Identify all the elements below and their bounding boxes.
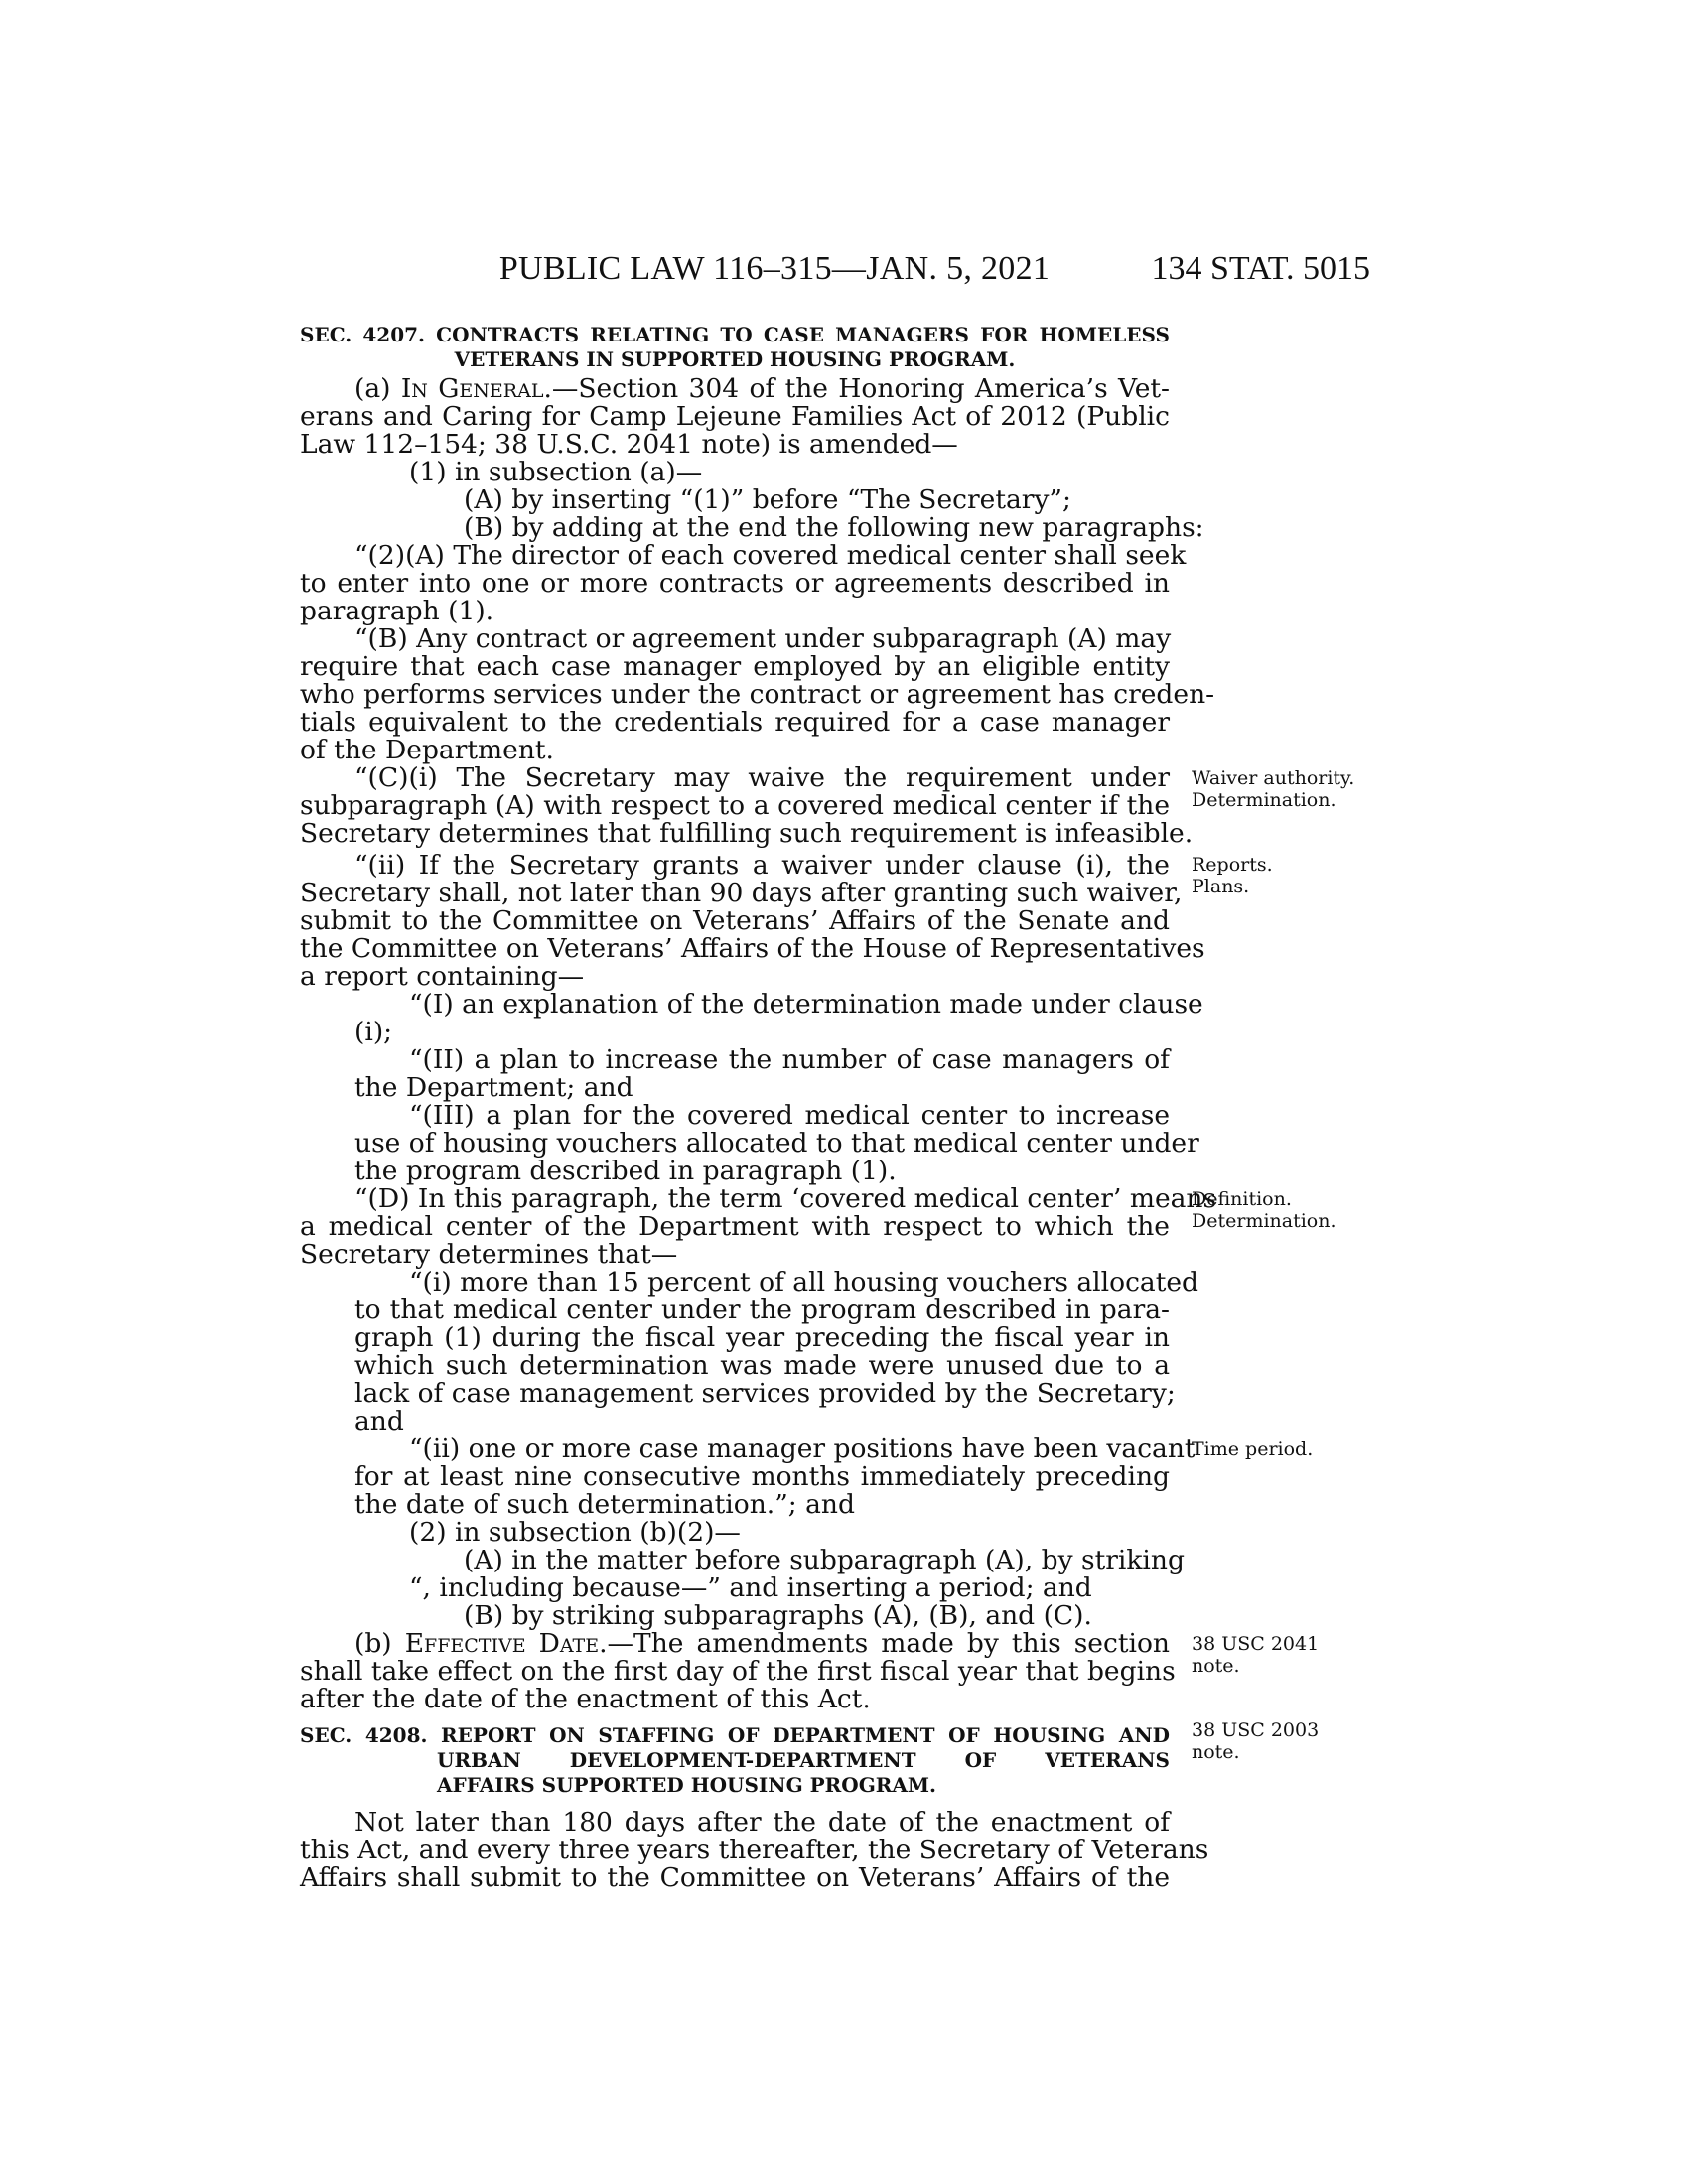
text-line: this Act, and every three years thereafter, the Secretary of Veterans: [300, 1835, 1209, 1865]
text-line: the program described in paragraph (1).: [354, 1156, 897, 1186]
subsection-b-line: [354, 1630, 1170, 1658]
text-line: shall take effect on the first day of the first fiscal year that begins: [300, 1656, 1176, 1687]
text-line: “(i) more than 15 percent of all housing vouchers allocated: [409, 1267, 1198, 1297]
margin-note-plans: Plans.: [1192, 876, 1250, 897]
text-line: (A) by inserting “(1)” before “The Secretary”;: [464, 484, 1071, 515]
text-line: the Department; and: [354, 1072, 633, 1103]
subsection-b-lead: (b): [354, 1628, 405, 1659]
text-line: of the Department.: [300, 735, 554, 765]
text-line: lack of case management services provided by the Secretary;: [354, 1378, 1176, 1409]
section-4208-heading-line-1: SEC. 4208. REPORT ON STAFFING OF DEPARTMENT OF HOUSING AND: [300, 1723, 1170, 1747]
text-line: tials equivalent to the credentials required for a case manager: [300, 707, 1170, 738]
text-line: and: [354, 1406, 404, 1436]
text-line: Law 112–154; 38 U.S.C. 2041 note) is amended—: [300, 429, 958, 460]
text-line: submit to the Committee on Veterans’ Affairs of the Senate and: [300, 905, 1170, 936]
text-line: after the date of the enactment of this Act.: [300, 1684, 871, 1714]
section-4207-heading-line-1: SEC. 4207. CONTRACTS RELATING TO CASE MANAGERS FOR HOMELESS: [300, 323, 1170, 346]
text-line: subparagraph (A) with respect to a covered medical center if the: [300, 790, 1170, 821]
text-line: who performs services under the contract or agreement has creden-: [300, 679, 1215, 710]
text-line: “(I) an explanation of the determination made under clause: [409, 989, 1203, 1020]
subsection-a-lead: (a): [354, 373, 401, 404]
text-line: the Committee on Veterans’ Affairs of the House of Representatives: [300, 933, 1205, 964]
text-line: (A) in the matter before subparagraph (A), by striking: [464, 1545, 1185, 1575]
text-line: require that each case manager employed by an eligible entity: [300, 651, 1170, 682]
text-line: Not later than 180 days after the date of the enactment of: [354, 1807, 1170, 1838]
text-line: “(ii) If the Secretary grants a waiver under clause (i), the: [354, 850, 1170, 881]
text-line: erans and Caring for Camp Lejeune Families Act of 2012 (Public: [300, 401, 1170, 432]
subsection-b-caption: Effective Date: [404, 1628, 600, 1659]
text-line: a report containing—: [300, 961, 585, 992]
margin-note-usc-2041: 38 USC 2041: [1192, 1633, 1320, 1655]
text-line: to enter into one or more contracts or agreements described in: [300, 568, 1170, 599]
margin-note-usc-2003: 38 USC 2003: [1192, 1719, 1320, 1741]
text-line: (B) by adding at the end the following new paragraphs:: [464, 512, 1204, 543]
text-line: (2) in subsection (b)(2)—: [409, 1517, 741, 1548]
text-line: to that medical center under the program described in para-: [354, 1295, 1170, 1325]
text-line: “(II) a plan to increase the number of case managers of: [409, 1044, 1170, 1075]
subsection-a-caption: In General: [400, 373, 544, 404]
margin-note-reports: Reports.: [1192, 854, 1273, 876]
subsection-a-line: [354, 375, 1170, 403]
section-4208-heading-line-3: AFFAIRS SUPPORTED HOUSING PROGRAM.: [437, 1773, 937, 1797]
subsection-b-tail: .—The amendments made by this section: [599, 1628, 1170, 1659]
text-line: (B) by striking subparagraphs (A), (B), and (C).: [464, 1600, 1092, 1631]
text-line: “(III) a plan for the covered medical center to increase: [409, 1100, 1170, 1131]
margin-note-usc-2041-note: note.: [1192, 1655, 1240, 1677]
text-line: Secretary determines that—: [300, 1239, 678, 1270]
text-line: Secretary shall, not later than 90 days after granting such waiver,: [300, 878, 1183, 908]
section-4208-heading-line-2: URBAN DEVELOPMENT-DEPARTMENT OF VETERANS: [437, 1748, 1170, 1772]
margin-note-time-period: Time period.: [1192, 1438, 1314, 1460]
text-line: “(C)(i) The Secretary may waive the requirement under: [354, 762, 1170, 793]
margin-note-usc-2003-note: note.: [1192, 1741, 1240, 1763]
text-line: Secretary determines that fulfilling such requirement is infeasible.: [300, 818, 1194, 849]
text-line: a medical center of the Department with respect to which the: [300, 1211, 1170, 1242]
section-4207-heading-line-2: VETERANS IN SUPPORTED HOUSING PROGRAM.: [454, 347, 1016, 371]
subsection-a-tail: .—Section 304 of the Honoring America’s Vet-: [543, 373, 1170, 404]
text-line: which such determination was made were unused due to a: [354, 1350, 1170, 1381]
text-line: “(D) In this paragraph, the term ‘covered medical center’ means: [354, 1183, 1217, 1214]
margin-note-determination: Determination.: [1192, 789, 1336, 811]
text-line: the date of such determination.”; and: [354, 1489, 855, 1520]
text-line: Affairs shall submit to the Committee on Veterans’ Affairs of the: [300, 1862, 1170, 1893]
text-line: (i);: [354, 1017, 393, 1047]
margin-note-determination: Determination.: [1192, 1210, 1336, 1232]
text-line: for at least nine consecutive months immediately preceding: [354, 1461, 1170, 1492]
text-line: (1) in subsection (a)—: [409, 457, 703, 487]
margin-note-waiver-authority: Waiver authority.: [1192, 767, 1355, 789]
text-line: graph (1) during the fiscal year preceding the fiscal year in: [354, 1322, 1170, 1353]
text-line: “, including because—” and inserting a period; and: [409, 1572, 1092, 1603]
text-line: “(2)(A) The director of each covered medical center shall seek: [354, 540, 1187, 571]
text-line: use of housing vouchers allocated to that medical center under: [354, 1128, 1199, 1159]
margin-note-definition: Definition.: [1192, 1188, 1292, 1210]
page-header-stat: 134 STAT. 5015: [1151, 250, 1370, 287]
text-line: “(ii) one or more case manager positions have been vacant: [409, 1433, 1196, 1464]
page-header-title: PUBLIC LAW 116–315—JAN. 5, 2021: [498, 250, 1051, 287]
text-line: paragraph (1).: [300, 596, 494, 626]
text-line: “(B) Any contract or agreement under subparagraph (A) may: [354, 623, 1172, 654]
